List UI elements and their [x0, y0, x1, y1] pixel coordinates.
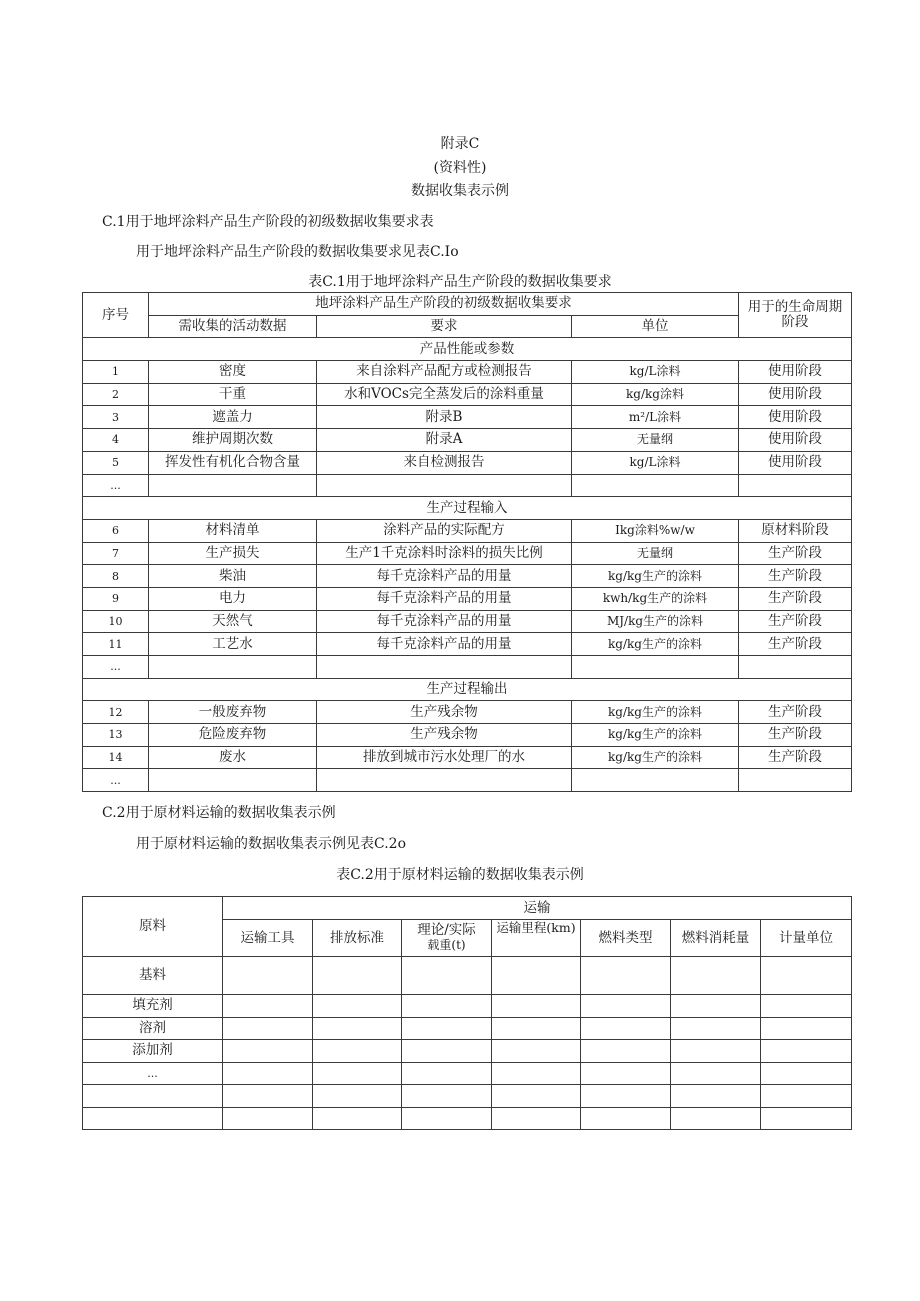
- table-row: [83, 610, 852, 633]
- header-emission-standard: 排放标准: [313, 920, 402, 957]
- table-subheader-row: [83, 315, 852, 338]
- cell-seq: 7: [83, 542, 149, 565]
- cell-seq: 14: [83, 746, 149, 769]
- cell-empty: [313, 1040, 402, 1063]
- cell-material: ...: [83, 1062, 223, 1085]
- cell-seq: ...: [83, 474, 149, 497]
- appendix-label: 附录C: [440, 136, 480, 152]
- cell-empty: [761, 1085, 852, 1108]
- cell-material: 溶剂: [83, 1017, 223, 1040]
- table-row: [83, 724, 852, 747]
- section-c1-intro: 用于地坪涂料产品生产阶段的数据收集要求见表C.Io: [136, 244, 459, 260]
- table-row-ellipsis: [83, 474, 852, 497]
- cell-stage: [739, 656, 852, 679]
- cell-requirement: 水和VOCs完全蒸发后的涂料重量: [317, 383, 572, 406]
- cell-unit: kg/kg生产的涂料: [572, 565, 739, 588]
- header-fuel-consumption: 燃料消耗量: [671, 920, 761, 957]
- cell-activity: 电力: [149, 587, 317, 610]
- section-c1-title: C.1用于地坪涂料产品生产阶段的初级数据收集要求表: [102, 214, 434, 230]
- cell-empty: [402, 1062, 492, 1085]
- cell-unit: [572, 656, 739, 679]
- header-lifecycle-line1: 用于的生命周期: [747, 299, 843, 316]
- cell-unit: kg/kg生产的涂料: [572, 746, 739, 769]
- cell-unit: m²/L涂料: [572, 406, 739, 429]
- cell-empty: [581, 1017, 671, 1040]
- cell-seq: 8: [83, 565, 149, 588]
- cell-empty: [671, 1085, 761, 1108]
- cell-empty: [402, 1040, 492, 1063]
- cell-empty: [402, 995, 492, 1018]
- cell-activity: [149, 474, 317, 497]
- cell-activity: 生产损失: [149, 542, 317, 565]
- cell-activity: 柴油: [149, 565, 317, 588]
- cell-stage: 生产阶段: [739, 724, 852, 747]
- cell-unit: kg/kg生产的涂料: [572, 633, 739, 656]
- cell-empty: [671, 1040, 761, 1063]
- cell-activity: 工艺水: [149, 633, 317, 656]
- cell-stage: 使用阶段: [739, 451, 852, 474]
- table-row: [83, 957, 852, 995]
- header-material: 原料: [83, 897, 223, 957]
- cell-empty: [581, 957, 671, 995]
- cell-empty: [492, 1085, 581, 1108]
- cell-unit: [572, 474, 739, 497]
- header-unit: 单位: [572, 315, 739, 338]
- table-row: [83, 565, 852, 588]
- cell-activity: 危险废弃物: [149, 724, 317, 747]
- header-vehicle: 运输工具: [223, 920, 313, 957]
- cell-seq: 12: [83, 701, 149, 724]
- cell-requirement: 附录A: [317, 429, 572, 452]
- table-row: [83, 1040, 852, 1063]
- header-requirement: 要求: [317, 315, 572, 338]
- cell-empty: [581, 1040, 671, 1063]
- cell-empty: [223, 1107, 313, 1130]
- cell-unit: kg/kg涂料: [572, 383, 739, 406]
- cell-activity: 一般废弃物: [149, 701, 317, 724]
- cell-empty: [223, 1017, 313, 1040]
- cell-requirement: 每千克涂料产品的用量: [317, 610, 572, 633]
- table-row: [83, 361, 852, 384]
- appendix-nature: (资料性): [433, 160, 487, 176]
- cell-empty: [313, 1107, 402, 1130]
- cell-stage: 生产阶段: [739, 701, 852, 724]
- header-lifecycle: [739, 293, 852, 338]
- header-load-line1: 理论/实际: [417, 922, 476, 938]
- cell-empty: [402, 957, 492, 995]
- cell-seq: 4: [83, 429, 149, 452]
- cell-empty: [581, 1107, 671, 1130]
- cell-seq: 6: [83, 519, 149, 542]
- cell-seq: 3: [83, 406, 149, 429]
- table-row: [83, 451, 852, 474]
- table-row: [83, 1085, 852, 1108]
- cell-requirement: 涂料产品的实际配方: [317, 519, 572, 542]
- cell-empty: [313, 1062, 402, 1085]
- table-row: [83, 633, 852, 656]
- cell-stage: 生产阶段: [739, 610, 852, 633]
- header-seq: 序号: [83, 293, 149, 338]
- cell-stage: 生产阶段: [739, 542, 852, 565]
- header-measurement-unit: 计量单位: [761, 920, 852, 957]
- table-row: [83, 995, 852, 1018]
- table-row: [83, 1107, 852, 1130]
- cell-empty: [761, 1040, 852, 1063]
- cell-seq: 2: [83, 383, 149, 406]
- cell-empty: [761, 995, 852, 1018]
- cell-empty: [761, 1062, 852, 1085]
- cell-empty: [492, 1040, 581, 1063]
- cell-unit: kg/L涂料: [572, 451, 739, 474]
- cell-seq: ...: [83, 656, 149, 679]
- cell-activity: 天然气: [149, 610, 317, 633]
- cell-empty: [492, 957, 581, 995]
- cell-stage: 生产阶段: [739, 746, 852, 769]
- cell-stage: 使用阶段: [739, 429, 852, 452]
- section-title: 生产过程输出: [83, 678, 852, 701]
- section-c2-title: C.2用于原材料运输的数据收集表示例: [102, 805, 336, 821]
- cell-seq: 13: [83, 724, 149, 747]
- cell-requirement: 每千克涂料产品的用量: [317, 633, 572, 656]
- cell-material: [83, 1085, 223, 1108]
- table-header-row: [83, 293, 852, 316]
- table-row: [83, 406, 852, 429]
- table-row-ellipsis: [83, 656, 852, 679]
- cell-unit: kg/kg生产的涂料: [572, 724, 739, 747]
- cell-stage: 生产阶段: [739, 565, 852, 588]
- cell-seq: 1: [83, 361, 149, 384]
- cell-empty: [223, 1040, 313, 1063]
- cell-unit: [572, 769, 739, 792]
- cell-empty: [402, 1085, 492, 1108]
- table-row: [83, 1017, 852, 1040]
- header-distance: 运输里程(km): [492, 920, 581, 957]
- cell-empty: [761, 957, 852, 995]
- cell-stage: 使用阶段: [739, 383, 852, 406]
- cell-requirement: 生产残余物: [317, 724, 572, 747]
- table-header-row: [83, 897, 852, 920]
- cell-empty: [761, 1017, 852, 1040]
- cell-activity: 遮盖力: [149, 406, 317, 429]
- cell-requirement: 来自涂料产品配方或检测报告: [317, 361, 572, 384]
- cell-activity: 密度: [149, 361, 317, 384]
- cell-unit: 无量纲: [572, 542, 739, 565]
- cell-empty: [492, 1062, 581, 1085]
- cell-requirement: 生产1千克涂料时涂料的损失比例: [317, 542, 572, 565]
- cell-seq: 10: [83, 610, 149, 633]
- header-transport: 运输: [223, 897, 852, 920]
- table-row: [83, 701, 852, 724]
- cell-empty: [492, 995, 581, 1018]
- cell-requirement: 每千克涂料产品的用量: [317, 565, 572, 588]
- table-row: [83, 542, 852, 565]
- appendix-title: 数据收集表示例: [411, 183, 509, 199]
- table-c2-caption: 表C.2用于原材料运输的数据收集表示例: [336, 867, 584, 883]
- section-title: 生产过程输入: [83, 497, 852, 520]
- section-row: [83, 497, 852, 520]
- cell-empty: [402, 1107, 492, 1130]
- cell-empty: [223, 957, 313, 995]
- cell-stage: 使用阶段: [739, 361, 852, 384]
- cell-unit: kg/kg生产的涂料: [572, 701, 739, 724]
- cell-empty: [671, 1107, 761, 1130]
- table-row-ellipsis: [83, 769, 852, 792]
- section-row: [83, 678, 852, 701]
- header-activity: 需收集的活动数据: [149, 315, 317, 338]
- header-lifecycle-line2: 阶段: [781, 314, 809, 331]
- cell-empty: [223, 995, 313, 1018]
- table-c1-caption: 表C.1用于地坪涂料产品生产阶段的数据收集要求: [308, 274, 612, 290]
- cell-requirement: [317, 656, 572, 679]
- cell-empty: [223, 1062, 313, 1085]
- cell-activity: 干重: [149, 383, 317, 406]
- cell-empty: [313, 957, 402, 995]
- cell-requirement: [317, 474, 572, 497]
- cell-activity: 材料清单: [149, 519, 317, 542]
- cell-activity: [149, 656, 317, 679]
- cell-empty: [313, 1017, 402, 1040]
- cell-requirement: 生产残余物: [317, 701, 572, 724]
- cell-activity: 废水: [149, 746, 317, 769]
- header-load: [402, 920, 492, 957]
- cell-activity: [149, 769, 317, 792]
- cell-unit: kg/L涂料: [572, 361, 739, 384]
- cell-empty: [671, 1017, 761, 1040]
- cell-material: [83, 1107, 223, 1130]
- cell-stage: [739, 769, 852, 792]
- cell-unit: kwh/kg生产的涂料: [572, 587, 739, 610]
- cell-seq: 11: [83, 633, 149, 656]
- header-group: 地坪涂料产品生产阶段的初级数据收集要求: [149, 293, 739, 316]
- cell-stage: 生产阶段: [739, 633, 852, 656]
- cell-empty: [581, 1085, 671, 1108]
- cell-empty: [492, 1107, 581, 1130]
- cell-empty: [581, 1062, 671, 1085]
- cell-empty: [671, 1062, 761, 1085]
- section-c2-intro: 用于原材料运输的数据收集表示例见表C.2o: [136, 836, 406, 852]
- cell-empty: [313, 1085, 402, 1108]
- cell-requirement: [317, 769, 572, 792]
- cell-unit: 无量纲: [572, 429, 739, 452]
- cell-material: 基料: [83, 957, 223, 995]
- cell-empty: [313, 995, 402, 1018]
- cell-seq: ...: [83, 769, 149, 792]
- header-fuel-type: 燃料类型: [581, 920, 671, 957]
- cell-empty: [223, 1085, 313, 1108]
- cell-requirement: 排放到城市污水处理厂的水: [317, 746, 572, 769]
- cell-stage: 原材料阶段: [739, 519, 852, 542]
- cell-material: 填充剂: [83, 995, 223, 1018]
- cell-material: 添加剂: [83, 1040, 223, 1063]
- cell-seq: 9: [83, 587, 149, 610]
- section-title: 产品性能或参数: [83, 338, 852, 361]
- cell-unit: MJ/kg生产的涂料: [572, 610, 739, 633]
- section-row: [83, 338, 852, 361]
- table-row: [83, 746, 852, 769]
- table-c1: [82, 292, 852, 792]
- header-load-line2: 载重(t): [427, 938, 466, 952]
- cell-empty: [402, 1017, 492, 1040]
- cell-activity: 维护周期次数: [149, 429, 317, 452]
- cell-empty: [671, 995, 761, 1018]
- table-row: [83, 429, 852, 452]
- cell-requirement: 来自检测报告: [317, 451, 572, 474]
- table-row: [83, 587, 852, 610]
- cell-seq: 5: [83, 451, 149, 474]
- cell-empty: [492, 1017, 581, 1040]
- cell-empty: [671, 957, 761, 995]
- cell-stage: [739, 474, 852, 497]
- cell-stage: 生产阶段: [739, 587, 852, 610]
- table-row: [83, 519, 852, 542]
- cell-empty: [761, 1107, 852, 1130]
- table-row: [83, 383, 852, 406]
- cell-stage: 使用阶段: [739, 406, 852, 429]
- cell-empty: [581, 995, 671, 1018]
- table-c2: [82, 896, 852, 1130]
- cell-requirement: 附录B: [317, 406, 572, 429]
- table-row-ellipsis: [83, 1062, 852, 1085]
- cell-unit: Ikg涂料%w/w: [572, 519, 739, 542]
- cell-requirement: 每千克涂料产品的用量: [317, 587, 572, 610]
- cell-activity: 挥发性有机化合物含量: [149, 451, 317, 474]
